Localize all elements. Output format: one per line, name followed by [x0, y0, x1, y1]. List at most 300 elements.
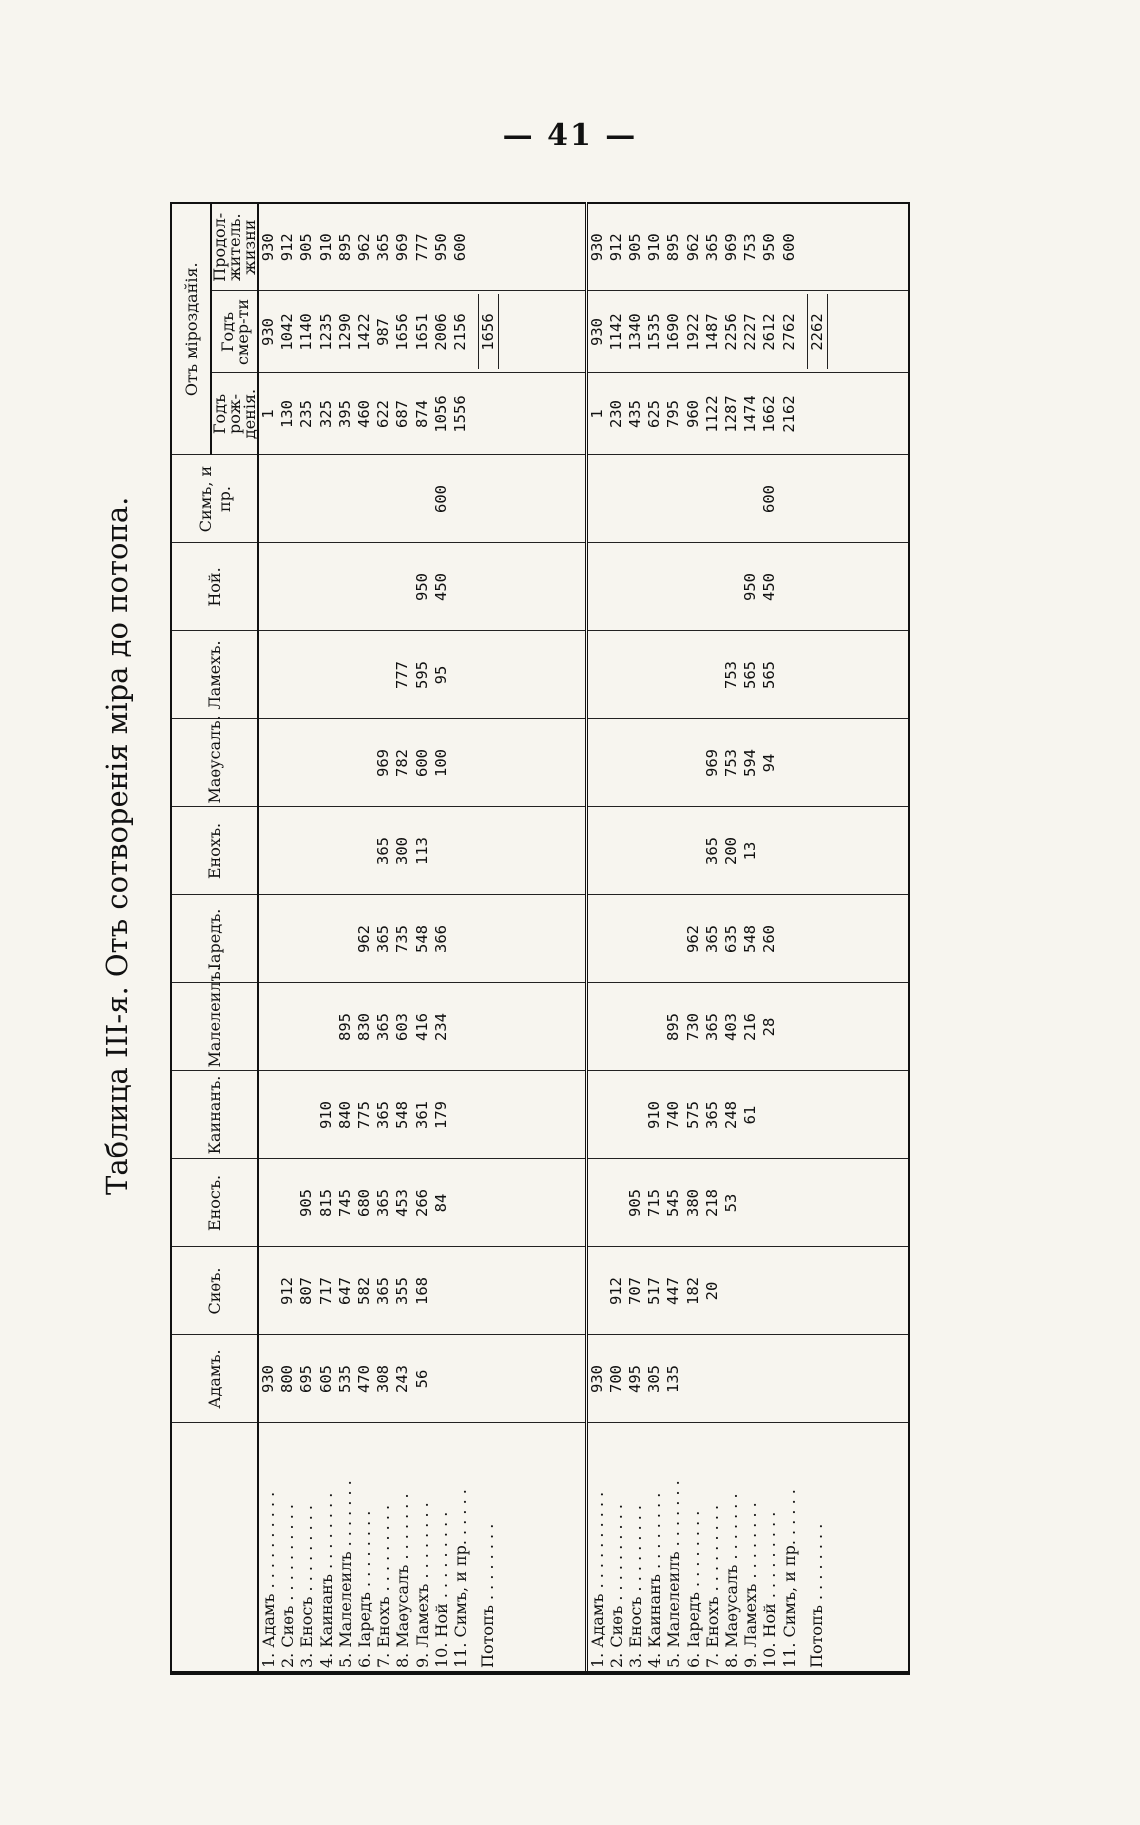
death-value: 2006: [431, 313, 450, 351]
death-value: 1042: [278, 313, 297, 351]
patriarch-column: [586, 719, 909, 807]
lifespan-value: 895: [335, 233, 354, 262]
cell-value: 950: [412, 573, 431, 601]
cell-value: 365: [702, 1013, 721, 1041]
birth-value: 1: [259, 409, 277, 419]
cell-value: [760, 1163, 779, 1244]
header-birth-year: Годъ рож-денія.: [211, 373, 258, 455]
cell-value: [355, 547, 374, 628]
cell-value: [588, 811, 607, 892]
cell-value: [451, 547, 470, 628]
cell-value: [626, 1075, 645, 1156]
cell-value: 753: [721, 661, 740, 689]
cell-value: [588, 1163, 607, 1244]
cell-value: 782: [393, 749, 412, 777]
cell-value: 28: [760, 1017, 779, 1037]
cell-value: 300: [393, 837, 412, 865]
patriarch-column: [258, 1159, 586, 1247]
cell-value: 20: [702, 1281, 721, 1301]
cell-value: [355, 723, 374, 804]
cell-value: 695: [297, 1365, 316, 1393]
cell-value: [607, 811, 626, 892]
patriarch-column: [586, 631, 909, 719]
cell-value: [432, 811, 451, 892]
cell-value: [413, 459, 432, 540]
cell-value: 830: [354, 1013, 373, 1041]
birth-value: 130: [278, 400, 297, 428]
cell-value: 735: [393, 925, 412, 953]
cell-value: [588, 635, 607, 716]
cell-value: [432, 1251, 451, 1332]
patriarch-column: [258, 807, 586, 895]
cell-value: [451, 459, 470, 540]
cell-value: [259, 635, 278, 716]
cell-value: [780, 635, 799, 716]
cell-value: [741, 1251, 760, 1332]
header-jared: Іаредъ.: [171, 895, 258, 983]
cell-value: 775: [354, 1101, 373, 1129]
lifespan-value: 950: [431, 233, 450, 262]
death-value: 2256: [721, 313, 740, 351]
cell-value: [607, 635, 626, 716]
death-value: 987: [374, 318, 393, 346]
cell-value: 135: [664, 1365, 683, 1393]
cell-value: [588, 547, 607, 628]
cell-value: [741, 1339, 760, 1420]
cell-value: [760, 811, 779, 892]
cell-value: 895: [335, 1013, 354, 1041]
cell-value: 962: [354, 925, 373, 953]
cell-value: 548: [393, 1101, 412, 1129]
patriarch-column: [586, 1071, 909, 1159]
cell-value: [259, 1163, 278, 1244]
birth-value: 230: [606, 400, 625, 428]
patriarch-name: 10. Ной . . . . . . . . .: [431, 1511, 451, 1668]
cell-value: [645, 987, 664, 1068]
patriarch-column: [586, 1247, 909, 1335]
death-value: 1140: [297, 313, 316, 351]
cell-value: [703, 635, 722, 716]
cell-value: [684, 459, 703, 540]
death-value: 1487: [702, 313, 721, 351]
table-body: [258, 203, 909, 1673]
cell-value: 355: [393, 1277, 412, 1305]
cell-value: 365: [702, 837, 721, 865]
cell-value: 910: [645, 1101, 664, 1129]
death-column: [586, 291, 909, 373]
cell-value: [664, 459, 683, 540]
patriarch-name: 7. Енохъ . . . . . . . . .: [374, 1504, 394, 1668]
cell-value: [259, 547, 278, 628]
birth-value: 1: [587, 409, 606, 419]
cell-value: 565: [760, 661, 779, 689]
header-adam: Адамъ.: [171, 1335, 258, 1423]
birth-value: 395: [335, 400, 354, 428]
cell-value: 535: [335, 1365, 354, 1393]
header-name-col: [171, 1423, 258, 1673]
cell-value: [278, 899, 297, 980]
cell-value: [317, 723, 336, 804]
cell-value: [355, 635, 374, 716]
patriarch-name: 3. Еносъ . . . . . . . . .: [626, 1504, 646, 1668]
cell-value: 56: [412, 1369, 431, 1389]
cell-value: 365: [374, 925, 393, 953]
cell-value: 182: [683, 1277, 702, 1305]
cell-value: [722, 1251, 741, 1332]
cell-value: [645, 459, 664, 540]
cell-value: 305: [645, 1365, 664, 1393]
cell-value: [451, 723, 470, 804]
death-value: 1651: [412, 313, 431, 351]
header-lamech: Ламехъ.: [171, 631, 258, 719]
cell-value: [451, 1339, 470, 1420]
cell-value: 453: [393, 1189, 412, 1217]
patriarch-column: [258, 543, 586, 631]
cell-value: [645, 899, 664, 980]
cell-value: [780, 547, 799, 628]
patriarch-name: 1. Адамъ . . . . . . . . . .: [587, 1491, 607, 1668]
cell-value: 365: [374, 837, 393, 865]
cell-value: [664, 899, 683, 980]
cell-value: [278, 723, 297, 804]
cell-value: 470: [354, 1365, 373, 1393]
cell-value: [607, 459, 626, 540]
cell-value: 95: [431, 665, 450, 685]
cell-value: [393, 547, 412, 628]
cell-value: 365: [702, 1101, 721, 1129]
patriarch-names: [258, 1423, 586, 1673]
cell-value: 380: [683, 1189, 702, 1217]
section-1: [258, 203, 586, 1673]
cell-value: [451, 987, 470, 1068]
cell-value: [259, 1251, 278, 1332]
patriarch-column: [258, 1335, 586, 1423]
cell-value: [626, 987, 645, 1068]
cell-value: [259, 459, 278, 540]
cell-value: [626, 459, 645, 540]
cell-value: [278, 459, 297, 540]
cell-value: [588, 723, 607, 804]
cell-value: 365: [374, 1101, 393, 1129]
patriarch-column: [258, 1247, 586, 1335]
cell-value: 260: [760, 925, 779, 953]
cell-value: [317, 547, 336, 628]
cell-value: 910: [316, 1101, 335, 1129]
cell-value: 930: [259, 1365, 277, 1393]
cell-value: [607, 547, 626, 628]
birth-value: 435: [626, 400, 645, 428]
cell-value: [393, 459, 412, 540]
patriarch-column: [586, 983, 909, 1071]
cell-value: 361: [412, 1101, 431, 1129]
cell-value: 266: [412, 1189, 431, 1217]
header-row-1: [171, 203, 211, 1673]
chronology-table: [170, 202, 910, 1675]
cell-value: [451, 811, 470, 892]
patriarch-name: 6. Іаредъ . . . . . . . .: [683, 1510, 703, 1668]
patriarch-name: 9. Ламехъ . . . . . . . .: [741, 1502, 761, 1668]
cell-value: [703, 1339, 722, 1420]
cell-value: [297, 547, 316, 628]
cell-value: [374, 459, 393, 540]
cell-value: 595: [412, 661, 431, 689]
cell-value: 565: [741, 661, 760, 689]
cell-value: 707: [626, 1277, 645, 1305]
cell-value: [626, 547, 645, 628]
cell-value: [626, 811, 645, 892]
birth-value: 325: [316, 400, 335, 428]
cell-value: [355, 811, 374, 892]
cell-value: 416: [412, 1013, 431, 1041]
patriarch-name: 10. Ной . . . . . . . . .: [760, 1511, 780, 1668]
cell-value: [780, 899, 799, 980]
cell-value: 905: [297, 1189, 316, 1217]
lifespan-value: 600: [779, 233, 798, 262]
cell-value: [374, 635, 393, 716]
cell-value: [297, 811, 316, 892]
lifespan-value: 910: [316, 233, 335, 262]
cell-value: 730: [683, 1013, 702, 1041]
cell-value: [278, 811, 297, 892]
cell-value: 635: [721, 925, 740, 953]
cell-value: 517: [645, 1277, 664, 1305]
patriarch-name: 9. Ламехъ . . . . . . . .: [412, 1502, 432, 1668]
cell-value: 403: [721, 1013, 740, 1041]
cell-value: [760, 1251, 779, 1332]
patriarch-name: 2. Сиѳъ . . . . . . . . . .: [606, 1504, 626, 1668]
death-value: 1422: [354, 313, 373, 351]
cell-value: 700: [606, 1365, 625, 1393]
death-value: 2156: [450, 313, 469, 351]
cell-value: [684, 1339, 703, 1420]
cell-value: 450: [760, 573, 779, 601]
cell-value: [588, 987, 607, 1068]
cell-value: 243: [393, 1365, 412, 1393]
cell-value: 680: [354, 1189, 373, 1217]
cell-value: [780, 1251, 799, 1332]
patriarch-name: 5. Малелеилъ . . . . . . .: [335, 1480, 355, 1668]
cell-value: [297, 987, 316, 1068]
rotated-table: [170, 205, 910, 1675]
cell-value: 807: [297, 1277, 316, 1305]
table-title: Таблица III-я. Отъ сотворенія міра до потопа.: [100, 496, 134, 1195]
cell-value: 366: [431, 925, 450, 953]
cell-value: [780, 459, 799, 540]
cell-value: 548: [412, 925, 431, 953]
flood-label: Потопъ . . . . . . . .: [806, 1523, 826, 1668]
cell-value: [588, 899, 607, 980]
header-methuselah: Маѳусалъ.: [171, 719, 258, 807]
patriarch-name: 6. Іаредъ . . . . . . . .: [354, 1510, 374, 1668]
lifespan-value: 777: [412, 233, 431, 262]
cell-value: 962: [683, 925, 702, 953]
patriarch-name: 7. Енохъ . . . . . . . . .: [702, 1504, 722, 1668]
cell-value: [703, 547, 722, 628]
header-cainan: Каинанъ.: [171, 1071, 258, 1159]
flood-year: 1656: [478, 295, 499, 370]
cell-value: 777: [393, 661, 412, 689]
cell-value: 13: [741, 841, 760, 861]
cell-value: 605: [316, 1365, 335, 1393]
cell-value: [451, 1163, 470, 1244]
lifespan-value: 905: [626, 233, 645, 262]
cell-value: [664, 635, 683, 716]
cell-value: 969: [702, 749, 721, 777]
cell-value: [355, 459, 374, 540]
cell-value: [741, 459, 760, 540]
cell-value: 930: [587, 1365, 606, 1393]
birth-column: [586, 373, 909, 455]
lifespan-value: 969: [721, 233, 740, 262]
patriarch-column: [258, 895, 586, 983]
patriarch-column: [258, 455, 586, 543]
birth-value: 795: [664, 400, 683, 428]
birth-value: 1122: [702, 395, 721, 433]
cell-value: [451, 1251, 470, 1332]
cell-value: [451, 635, 470, 716]
cell-value: [780, 987, 799, 1068]
cell-value: [780, 811, 799, 892]
cell-value: [684, 723, 703, 804]
cell-value: [645, 723, 664, 804]
death-value: 1290: [335, 313, 354, 351]
cell-value: [780, 1339, 799, 1420]
cell-value: [722, 547, 741, 628]
lifespan-value: 753: [741, 233, 760, 262]
cell-value: [297, 723, 316, 804]
patriarch-column: [586, 455, 909, 543]
patriarch-name: 4. Каинанъ . . . . . . . .: [645, 1492, 665, 1668]
patriarch-column: [586, 807, 909, 895]
birth-value: 1662: [760, 395, 779, 433]
header-lifespan: Продол-житель. жизни: [211, 203, 258, 291]
birth-value: 1556: [450, 395, 469, 433]
cell-value: 582: [354, 1277, 373, 1305]
cell-value: [317, 899, 336, 980]
cell-value: [645, 811, 664, 892]
cell-value: [684, 635, 703, 716]
cell-value: [297, 899, 316, 980]
death-value: 2612: [760, 313, 779, 351]
cell-value: 450: [431, 573, 450, 601]
cell-value: 715: [645, 1189, 664, 1217]
header-shem: Симъ, и пр.: [171, 455, 258, 543]
birth-value: 460: [354, 400, 373, 428]
cell-value: [336, 899, 355, 980]
lifespan-value: 910: [645, 233, 664, 262]
lifespan-value: 365: [702, 233, 721, 262]
cell-value: 234: [431, 1013, 450, 1041]
cell-value: [626, 899, 645, 980]
cell-value: [722, 459, 741, 540]
header-seth: Сиѳъ.: [171, 1247, 258, 1335]
cell-value: [451, 899, 470, 980]
birth-value: 687: [393, 400, 412, 428]
cell-value: 168: [412, 1277, 431, 1305]
cell-value: 647: [335, 1277, 354, 1305]
patriarch-column: [258, 983, 586, 1071]
cell-value: [664, 547, 683, 628]
cell-value: [259, 723, 278, 804]
cell-value: 717: [316, 1277, 335, 1305]
patriarch-name: 3. Еносъ . . . . . . . . .: [297, 1504, 317, 1668]
cell-value: [703, 459, 722, 540]
cell-value: [588, 1251, 607, 1332]
flood-label: Потопъ . . . . . . . .: [478, 1523, 498, 1668]
death-value: 1535: [645, 313, 664, 351]
cell-value: [317, 459, 336, 540]
cell-value: [645, 547, 664, 628]
cell-value: [336, 723, 355, 804]
cell-value: 600: [412, 749, 431, 777]
patriarch-name: 1. Адамъ . . . . . . . . . .: [259, 1491, 278, 1668]
cell-value: [451, 1075, 470, 1156]
cell-value: 600: [760, 485, 779, 513]
cell-value: [297, 1075, 316, 1156]
lifespan-value: 930: [587, 233, 606, 262]
cell-value: [374, 547, 393, 628]
cell-value: [317, 635, 336, 716]
header-noah: Ной.: [171, 543, 258, 631]
patriarch-name: 11. Симъ, и пр. . . . . .: [779, 1489, 799, 1668]
lifespan-value: 895: [664, 233, 683, 262]
cell-value: [684, 547, 703, 628]
cell-value: 575: [683, 1101, 702, 1129]
cell-value: 740: [664, 1101, 683, 1129]
cell-value: 200: [721, 837, 740, 865]
death-value: 1340: [626, 313, 645, 351]
patriarch-column: [586, 1335, 909, 1423]
flood-year: 2262: [807, 295, 828, 370]
cell-value: 113: [412, 837, 431, 865]
death-value: 1656: [393, 313, 412, 351]
death-value: 930: [587, 318, 606, 346]
cell-value: [317, 811, 336, 892]
cell-value: 61: [741, 1105, 760, 1125]
header-enoch: Енохъ.: [171, 807, 258, 895]
birth-value: 874: [412, 400, 431, 428]
cell-value: [626, 635, 645, 716]
cell-value: [607, 987, 626, 1068]
birth-value: 235: [297, 400, 316, 428]
header-enos: Еносъ.: [171, 1159, 258, 1247]
birth-value: 1474: [741, 395, 760, 433]
death-value: 1142: [606, 313, 625, 351]
page-number: — 41 —: [502, 118, 638, 153]
cell-value: [722, 1339, 741, 1420]
cell-value: [664, 723, 683, 804]
cell-value: [432, 1339, 451, 1420]
cell-value: 365: [702, 925, 721, 953]
cell-value: 447: [664, 1277, 683, 1305]
cell-value: 248: [721, 1101, 740, 1129]
patriarch-name: 8. Маѳусалъ . . . . . . .: [393, 1493, 413, 1668]
cell-value: 800: [278, 1365, 297, 1393]
header-mahalaleel: Малелеилъ.: [171, 983, 258, 1071]
cell-value: 603: [393, 1013, 412, 1041]
cell-value: 600: [431, 485, 450, 513]
patriarch-column: [258, 1071, 586, 1159]
cell-value: 179: [431, 1101, 450, 1129]
patriarch-name: 5. Малелеилъ . . . . . . .: [664, 1480, 684, 1668]
cell-value: [588, 1075, 607, 1156]
cell-value: 745: [335, 1189, 354, 1217]
birth-value: 1056: [431, 395, 450, 433]
lifespan-value: 912: [606, 233, 625, 262]
cell-value: [626, 723, 645, 804]
cell-value: [684, 811, 703, 892]
cell-value: [336, 811, 355, 892]
